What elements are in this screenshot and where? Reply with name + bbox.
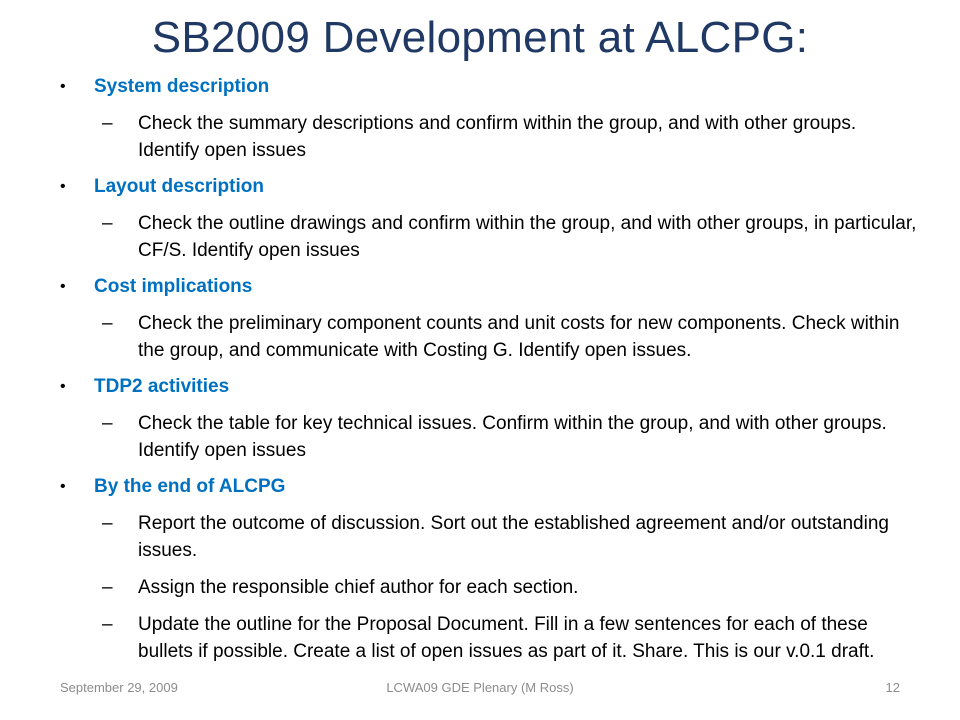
- bullet-dot-icon: •: [60, 78, 66, 95]
- bullet-dot-icon: •: [60, 278, 66, 295]
- sub-bullet-text: Check the table for key technical issues. Confirm within the group, and with other groups. Identify open issues: [138, 413, 887, 461]
- footer-page-number: 12: [885, 680, 900, 695]
- dash-icon: –: [102, 577, 113, 598]
- sub-bullet: [60, 210, 920, 264]
- dash-icon: –: [102, 614, 113, 635]
- dash-icon: –: [102, 413, 113, 434]
- sub-bullet-text: Update the outline for the Proposal Document. Fill in a few sentences for each of these bullets if possible. Create a list of open issues as part of it. Share. This is our v.0.1 draft.: [138, 614, 875, 662]
- bullet-by-end-of-alcpg: [60, 474, 920, 500]
- sub-bullet: [60, 110, 920, 164]
- slide-body: [60, 74, 920, 675]
- slide-footer: [0, 680, 960, 704]
- bullet-dot-icon: •: [60, 378, 66, 395]
- bullet-dot-icon: •: [60, 178, 66, 195]
- sub-bullet: [60, 510, 920, 564]
- sub-bullet-text: Check the summary descriptions and confirm within the group, and with other groups. Identify open issues: [138, 113, 857, 161]
- sub-bullet-text: Check the preliminary component counts and unit costs for new components. Check within the group, and communicate with Costing G. Identify open issues.: [138, 313, 900, 361]
- bullet-heading: By the end of ALCPG: [94, 476, 286, 497]
- slide-title: SB2009 Development at ALCPG:: [151, 13, 809, 62]
- sub-bullet: [60, 574, 920, 601]
- sub-bullet-text: Check the outline drawings and confirm within the group, and with other groups, in particular, CF/S. Identify open issues: [138, 213, 917, 261]
- bullet-tdp2-activities: [60, 374, 920, 400]
- dash-icon: –: [102, 313, 113, 334]
- sub-bullet: [60, 410, 920, 464]
- sub-bullet-text: Report the outcome of discussion. Sort out the established agreement and/or outstanding issues.: [138, 513, 889, 561]
- footer-presentation: LCWA09 GDE Plenary (M Ross): [386, 680, 574, 695]
- sub-bullet-text: Assign the responsible chief author for each section.: [138, 577, 579, 598]
- sub-bullet: [60, 611, 920, 665]
- dash-icon: –: [102, 513, 113, 534]
- sub-bullet: [60, 310, 920, 364]
- footer-date: September 29, 2009: [60, 680, 178, 695]
- dash-icon: –: [102, 213, 113, 234]
- bullet-heading: TDP2 activities: [94, 376, 230, 397]
- bullet-dot-icon: •: [60, 478, 66, 495]
- bullet-system-description: [60, 74, 920, 100]
- bullet-cost-implications: [60, 274, 920, 300]
- bullet-heading: Cost implications: [94, 276, 253, 297]
- dash-icon: –: [102, 113, 113, 134]
- bullet-heading: Layout description: [94, 176, 264, 197]
- bullet-heading: System description: [94, 76, 270, 97]
- bullet-layout-description: [60, 174, 920, 200]
